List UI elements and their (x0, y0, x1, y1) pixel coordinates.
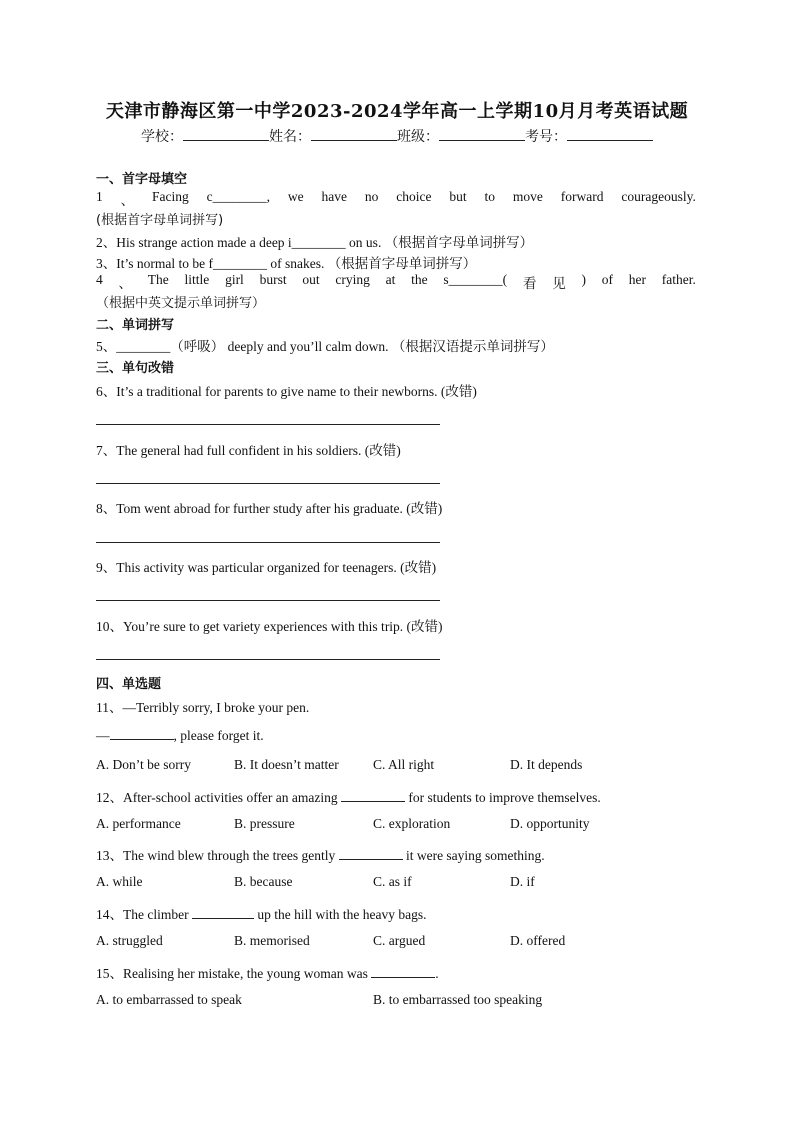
word: 见 (552, 276, 566, 291)
answer-blank[interactable] (110, 727, 174, 740)
question-text: 15、Realising her mistake, the young woman was (96, 966, 372, 981)
school-blank[interactable] (183, 126, 269, 141)
question-11: 11、—Terribly sorry, I broke your pen. (96, 700, 310, 715)
word: her (628, 272, 646, 287)
word: at (385, 272, 396, 287)
option-b[interactable]: B. memorised (234, 933, 310, 948)
word: out (302, 272, 320, 287)
class-blank[interactable] (439, 126, 525, 141)
question-text: 13、The wind blew through the trees gently (96, 848, 339, 863)
question-10: 10、You’re sure to get variety experiences with this trip. (改错) (96, 619, 443, 634)
option-a[interactable]: A. while (96, 874, 143, 889)
word: of (601, 272, 613, 287)
section-heading: 二、单词拼写 (96, 318, 175, 333)
answer-line[interactable] (96, 424, 440, 425)
word: 、 (118, 276, 133, 291)
question-text: 14、The climber (96, 907, 192, 922)
word: move (512, 189, 543, 204)
class-label: 班级： (397, 130, 439, 145)
question-8: 8、Tom went abroad for further study after his graduate. (改错) (96, 501, 443, 516)
question-1-line (96, 189, 696, 209)
answer-line[interactable] (96, 600, 440, 601)
option-a[interactable]: A. performance (96, 816, 181, 831)
question-9: 9、This activity was particular organized for teenagers. (改错) (96, 560, 437, 575)
word: c________, (206, 189, 270, 204)
dash: — (96, 728, 110, 743)
section-heading: 四、单选题 (96, 677, 162, 692)
word: but (449, 189, 467, 204)
answer-line[interactable] (96, 483, 440, 484)
question-7: 7、The general had full confident in his soldiers. (改错) (96, 443, 401, 458)
question-15 (96, 962, 696, 982)
section-heading: 三、单句改错 (96, 361, 175, 376)
question-13 (96, 844, 696, 864)
question-text: it were saying something. (402, 848, 545, 863)
option-a[interactable]: A. struggled (96, 933, 163, 948)
reply-text: , please forget it. (173, 728, 264, 743)
word: choice (396, 189, 432, 204)
word: father. (661, 272, 696, 287)
word: s________( (443, 272, 508, 287)
exam-title: 天津市静海区第一中学2023-2024学年高一上学期10月月考英语试题 (105, 101, 689, 122)
answer-blank[interactable] (371, 965, 435, 978)
option-c[interactable]: C. argued (373, 933, 426, 948)
number-label: 考号： (525, 130, 567, 145)
number-blank[interactable] (567, 126, 653, 141)
question-4-line (96, 272, 696, 292)
word: 、 (120, 193, 135, 208)
question-12 (96, 786, 696, 806)
option-b[interactable]: B. It doesn’t matter (234, 757, 339, 772)
option-a[interactable]: A. Don’t be sorry (96, 757, 191, 772)
word: burst (259, 272, 287, 287)
answer-blank[interactable] (192, 906, 254, 919)
option-b[interactable]: B. to embarrassed too speaking (373, 992, 543, 1007)
question-3: 3、It’s normal to be f________ of snakes. （根据首字母单词拼写） (96, 256, 477, 271)
word: The (147, 272, 169, 287)
word: 4 (96, 272, 103, 287)
question-5: 5、________（呼吸） deeply and you’ll calm down. （根据汉语提示单词拼写） (96, 339, 554, 354)
option-d[interactable]: D. It depends (510, 757, 583, 772)
question-text: 12、After-school activities offer an amazing (96, 790, 342, 805)
word: courageously. (621, 189, 696, 204)
word: girl (225, 272, 244, 287)
section-heading: 一、首字母填空 (96, 172, 188, 187)
word: we (287, 189, 304, 204)
question-text: up the hill with the heavy bags. (253, 907, 427, 922)
option-b[interactable]: B. pressure (234, 816, 295, 831)
answer-blank[interactable] (339, 847, 403, 860)
word: the (411, 272, 428, 287)
word: little (184, 272, 210, 287)
question-2: 2、His strange action made a deep i________ on us. （根据首字母单词拼写） (96, 235, 534, 250)
word: ) (581, 272, 586, 287)
question-text: for students to improve themselves. (405, 790, 601, 805)
question-1-hint: (根据首字母单词拼写) (96, 213, 224, 228)
question-14 (96, 903, 696, 923)
name-blank[interactable] (311, 126, 397, 141)
answer-blank[interactable] (341, 789, 405, 802)
name-label: 姓名： (269, 130, 311, 145)
question-4-hint: （根据中英文提示单词拼写） (96, 296, 266, 311)
option-c[interactable]: C. exploration (373, 816, 451, 831)
option-d[interactable]: D. offered (510, 933, 566, 948)
word: to (484, 189, 495, 204)
answer-line[interactable] (96, 659, 440, 660)
word: 1 (96, 189, 103, 204)
option-b[interactable]: B. because (234, 874, 293, 889)
answer-line[interactable] (96, 542, 440, 543)
word: 看 (522, 276, 537, 291)
option-d[interactable]: D. if (510, 874, 535, 889)
word: no (364, 189, 379, 204)
option-a[interactable]: A. to embarrassed to speak (96, 992, 242, 1007)
option-d[interactable]: D. opportunity (510, 816, 590, 831)
option-c[interactable]: C. as if (373, 874, 412, 889)
word: have (321, 189, 347, 204)
question-6: 6、It’s a traditional for parents to give name to their newborns. (改错) (96, 384, 477, 399)
option-c[interactable]: C. All right (373, 757, 435, 772)
question-text: . (435, 966, 439, 981)
word: Facing (152, 189, 189, 204)
student-info-row (0, 126, 794, 146)
question-11-reply (96, 727, 696, 744)
school-label: 学校： (141, 130, 183, 145)
word: forward (560, 189, 604, 204)
word: crying (335, 272, 370, 287)
